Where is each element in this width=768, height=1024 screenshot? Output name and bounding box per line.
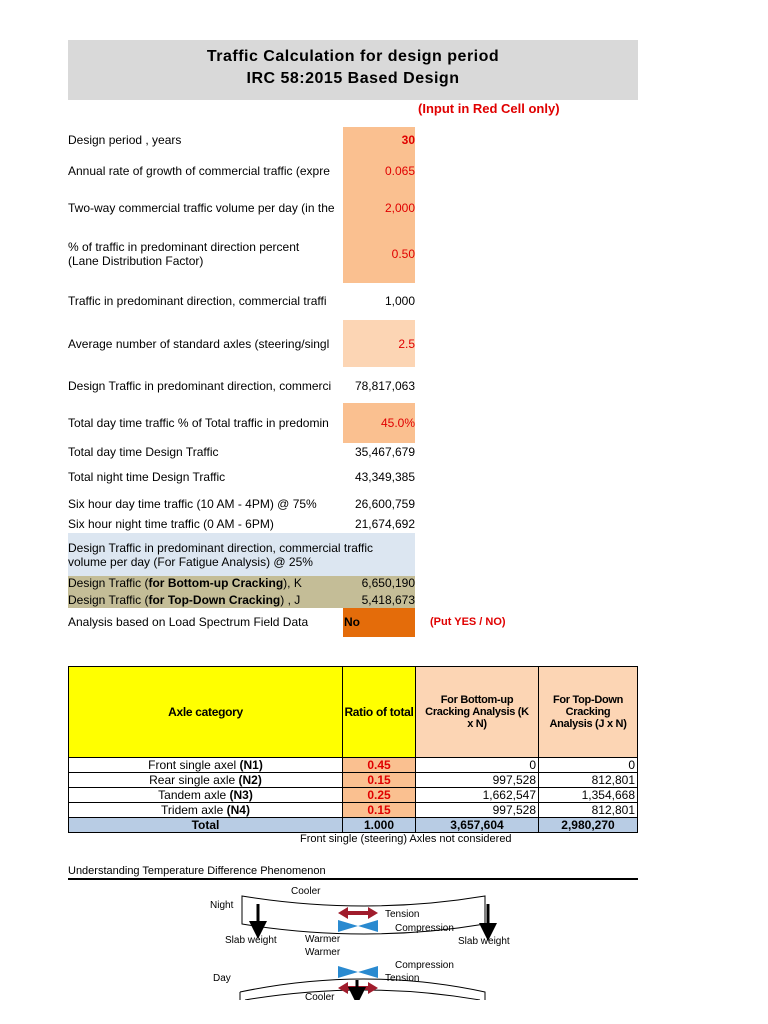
- row-label: Design Traffic in predominant direction, commerci: [68, 379, 332, 393]
- temperature-diagram: [205, 880, 515, 1000]
- k-x-n: 997,528: [416, 773, 539, 788]
- cooler-label-day: Cooler: [305, 992, 335, 1000]
- tension-label-day: Tension: [385, 973, 420, 984]
- tension-arrow-icon: [338, 907, 378, 919]
- row-label: Six hour day time traffic (10 AM - 4PM) @ 75%: [68, 497, 317, 511]
- table-footnote: Front single (steering) Axles not considered: [300, 833, 512, 845]
- row-value: 78,817,063: [354, 379, 415, 393]
- ratio-input[interactable]: 0.25: [343, 788, 416, 803]
- ratio-input[interactable]: 0.15: [343, 803, 416, 818]
- section-title: Understanding Temperature Difference Phenomenon: [68, 865, 326, 877]
- cooler-label: Cooler: [291, 886, 321, 897]
- table-row: [69, 803, 638, 818]
- page-title: [68, 40, 638, 100]
- k-x-n: 997,528: [416, 803, 539, 818]
- j-label: Design Traffic (for Top-Down Cracking) , J: [68, 593, 301, 607]
- k-label: Design Traffic (for Bottom-up Cracking), K: [68, 576, 302, 590]
- row-label: Two-way commercial traffic volume per day (in the: [68, 201, 335, 215]
- row-label: % of traffic in predominant direction percent: [68, 240, 300, 254]
- day-label: Day: [213, 973, 231, 984]
- input-note: (Input in Red Cell only): [418, 101, 560, 116]
- fatigue-label-1: Design Traffic in predominant direction, commercial traffic: [68, 541, 374, 555]
- total-k: 3,657,604: [416, 818, 539, 833]
- title-line-2: IRC 58:2015 Based Design: [246, 70, 460, 87]
- header-top-down: For Top-Down Cracking Analysis (J x N): [539, 667, 638, 758]
- axle-name: Tridem axle (N4): [69, 803, 343, 818]
- warmer-label-day: Warmer: [305, 947, 341, 958]
- axle-name: Tandem axle (N3): [69, 788, 343, 803]
- row-value: 43,349,385: [354, 470, 415, 484]
- traffic-volume-input[interactable]: 2,000: [384, 201, 415, 215]
- compression-arrow-icon: [338, 920, 378, 932]
- header-axle-category: Axle category: [69, 667, 343, 758]
- row-label: Annual rate of growth of commercial traffic (expre: [68, 164, 330, 178]
- spectrum-input[interactable]: No: [344, 615, 360, 629]
- row-label: Six hour night time traffic (0 AM - 6PM): [68, 517, 274, 531]
- warmer-label: Warmer: [305, 934, 341, 945]
- row-label: Traffic in predominant direction, commercial traffi: [68, 294, 327, 308]
- axles-input[interactable]: 2.5: [398, 337, 415, 351]
- row-value: 1,000: [384, 294, 415, 308]
- compression-label-day: Compression: [395, 960, 454, 971]
- compression-label: Compression: [395, 923, 454, 934]
- j-x-n: 0: [539, 758, 638, 773]
- ratio-input[interactable]: 0.15: [343, 773, 416, 788]
- j-x-n: 812,801: [539, 803, 638, 818]
- night-label: Night: [210, 900, 234, 911]
- row-value: 21,674,692: [354, 517, 415, 531]
- table-row: [69, 788, 638, 803]
- compression-arrow-icon: [338, 966, 378, 978]
- total-row: [69, 818, 638, 833]
- j-x-n: 812,801: [539, 773, 638, 788]
- row-label: Total day time Design Traffic: [68, 445, 219, 459]
- row-label: Total day time traffic % of Total traffic in predomin: [68, 416, 329, 430]
- row-label-2: (Lane Distribution Factor): [68, 254, 204, 268]
- day-slab-bottom: [245, 990, 480, 1000]
- k-x-n: 1,662,547: [416, 788, 539, 803]
- k-value: 6,650,190: [361, 576, 415, 590]
- row-label: Average number of standard axles (steering/singl: [68, 337, 330, 351]
- total-label: Total: [69, 818, 343, 833]
- j-value: 5,418,673: [361, 593, 415, 607]
- total-ratio: 1.000: [343, 818, 416, 833]
- day-traffic-pct-input[interactable]: 45.0%: [380, 416, 415, 430]
- table-row: [69, 773, 638, 788]
- header-ratio: Ratio of total: [343, 667, 416, 758]
- row-value: 26,600,759: [354, 497, 415, 511]
- row-value: 35,467,679: [354, 445, 415, 459]
- table-row: [69, 758, 638, 773]
- k-x-n: 0: [416, 758, 539, 773]
- row-label: Total night time Design Traffic: [68, 470, 226, 484]
- title-line-1: Traffic Calculation for design period: [206, 48, 500, 65]
- ratio-input[interactable]: 0.45: [343, 758, 416, 773]
- fatigue-label-2: volume per day (For Fatigue Analysis) @ 25%: [68, 555, 313, 569]
- lane-factor-input[interactable]: 0.50: [391, 247, 415, 261]
- axle-name: Rear single axle (N2): [69, 773, 343, 788]
- slab-weight-label: Slab weight: [225, 935, 277, 946]
- slab-weight-label: Slab weight: [458, 936, 510, 947]
- axle-table: [68, 666, 638, 833]
- row-label: Design period , years: [68, 133, 182, 147]
- j-x-n: 1,354,668: [539, 788, 638, 803]
- design-period-input[interactable]: 30: [401, 133, 415, 147]
- growth-rate-input[interactable]: 0.065: [384, 164, 415, 178]
- spectrum-label: Analysis based on Load Spectrum Field Data: [68, 615, 309, 629]
- axle-name: Front single axel (N1): [69, 758, 343, 773]
- tension-label: Tension: [385, 909, 420, 920]
- header-bottom-up: For Bottom-up Cracking Analysis (K x N): [416, 667, 539, 758]
- total-j: 2,980,270: [539, 818, 638, 833]
- spectrum-note: (Put YES / NO): [430, 616, 506, 628]
